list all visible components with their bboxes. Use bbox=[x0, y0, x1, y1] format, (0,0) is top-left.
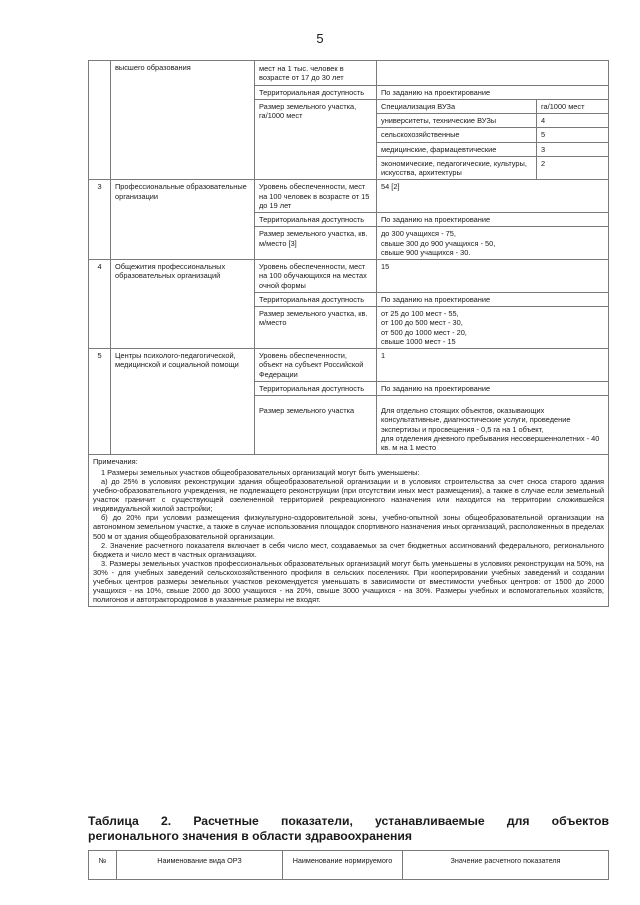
parameter-name: Территориальная доступность bbox=[255, 292, 377, 306]
title-word: для bbox=[506, 814, 530, 828]
object-name: Профессиональные образовательные организации bbox=[111, 180, 255, 260]
parameter-value: 54 [2] bbox=[377, 180, 609, 213]
page-number: 5 bbox=[316, 31, 324, 46]
specialization-label: медицинские, фармацевтические bbox=[377, 142, 537, 156]
notes-title: Примечания: bbox=[93, 457, 138, 467]
row-number: 4 bbox=[89, 260, 111, 349]
parameter-name: Уровень обеспеченности, мест на 100 человек в возрасте от 15 до 19 лет bbox=[255, 180, 377, 213]
column-header-type: Наименование вида ОРЗ bbox=[117, 851, 283, 880]
notes-row bbox=[89, 455, 609, 607]
parameter-name: Размер земельного участка, кв. м/место bbox=[255, 307, 377, 349]
standards-table bbox=[88, 60, 609, 607]
table-row bbox=[89, 349, 609, 382]
table-row bbox=[89, 61, 609, 86]
note-paragraph: б) до 20% при условии размещения физкультурно-оздоровительной зоны, учебно-опытной зоны общеобразовательной организации на автономном земельном участке, а также в случае использования площадок спортивного назначения иных организаций, расположенных в пределах 500 м от здания общеобразовательной организации. bbox=[93, 513, 604, 541]
specialization-value: 3 bbox=[537, 142, 609, 156]
parameter-value: до 300 учащихся - 75, свыше 300 до 900 учащихся - 50, свыше 900 учащихся - 30. bbox=[377, 227, 609, 260]
parameter-name: Уровень обеспеченности, объект на субъект Российской Федерации bbox=[255, 349, 377, 382]
notes-cell bbox=[89, 455, 609, 607]
note-paragraph: 2. Значение расчетного показателя включает в себя число мест, создаваемых за счет бюджетных ассигнований федерального, регионального бюджета и число мест в частных организациях. bbox=[93, 540, 604, 559]
parameter-value: По заданию на проектирование bbox=[377, 381, 609, 395]
parameter-name: Размер земельного участка bbox=[255, 396, 377, 455]
table2-title bbox=[88, 814, 609, 843]
title-word: показатели, bbox=[280, 814, 353, 828]
parameter-name: Размер земельного участка, га/1000 мест bbox=[255, 99, 377, 180]
table-row bbox=[89, 260, 609, 293]
parameter-name: Уровень обеспеченности, мест на 100 обучающихся на местах очной формы bbox=[255, 260, 377, 293]
parameter-name: Размер земельного участка, кв. м/место [3] bbox=[255, 227, 377, 260]
note-paragraph: 3. Размеры земельных участков профессиональных образовательных организаций могут быть уменьшены в условиях реконструкции на 50%, на 30% - для учебных заведений сельскохозяйственного профиля в сельских поселениях. При кооперировании учебных заведений и создании учебных центров размеры земельных участков рекомендуется уменьшать в зависимости от вместимости учебных центров: от 1500 до 2000 учащихся - на 10%, свыше 2000 до 3000 учащихся - на 20%, свыше 3000 учащихся - на 30%. Размеры учебных и вспомогательных хозяйств, полигонов и автотрактородромов в указанные размеры не входят. bbox=[93, 558, 604, 604]
row-number: 3 bbox=[89, 180, 111, 260]
title-word: Таблица bbox=[88, 814, 139, 828]
parameter-value: По заданию на проектирование bbox=[377, 292, 609, 306]
specialization-label: экономические, педагогические, культуры, искусства, архитектуры bbox=[377, 156, 537, 180]
specialization-value: 2 bbox=[537, 156, 609, 180]
title-word: устанавливаемые bbox=[375, 814, 485, 828]
specialization-value: 5 bbox=[537, 128, 609, 142]
parameter-value: 1 bbox=[377, 349, 609, 382]
parameter-value: Для отдельно стоящих объектов, оказывающих консультативные, диагностические услуги, проведение экспертизы и просвещения - 0,5 га на 1 объект, для отделения дневного пребывания несовершеннолетних - 40 кв. м на 1 место bbox=[377, 396, 609, 455]
object-name: Общежития профессиональных образовательных организаций bbox=[111, 260, 255, 349]
specialization-label: университеты, технические ВУЗы bbox=[377, 114, 537, 128]
specialization-value: 4 bbox=[537, 114, 609, 128]
parameter-value: По заданию на проектирование bbox=[377, 213, 609, 227]
column-header-number: № bbox=[89, 851, 117, 880]
title-word: объектов bbox=[551, 814, 609, 828]
note-paragraph: 1 Размеры земельных участков общеобразовательных организаций могут быть уменьшены: bbox=[101, 468, 420, 478]
object-name: высшего образования bbox=[111, 61, 255, 180]
row-number: 5 bbox=[89, 349, 111, 455]
specialization-label: сельскохозяйственные bbox=[377, 128, 537, 142]
parameter-value: от 25 до 100 мест - 55, от 100 до 500 мест - 30, от 500 до 1000 мест - 20, свыше 1000 мест - 15 bbox=[377, 307, 609, 349]
parameter-value: По заданию на проектирование bbox=[377, 85, 609, 99]
table-row bbox=[89, 180, 609, 213]
table2-header bbox=[88, 850, 609, 880]
title-line-2: регионального значения в области здравоохранения bbox=[88, 828, 412, 843]
row-number bbox=[89, 61, 111, 180]
parameter-name: мест на 1 тыс. человек в возрасте от 17 до 30 лет bbox=[255, 61, 377, 86]
title-word: Расчетные bbox=[193, 814, 259, 828]
object-name: Центры психолого-педагогической, медицинской и социальной помощи bbox=[111, 349, 255, 455]
column-header-parameter: Наименование нормируемого bbox=[283, 851, 403, 880]
table-row bbox=[89, 851, 609, 880]
title-word: 2. bbox=[160, 814, 172, 828]
parameter-value bbox=[377, 61, 609, 86]
parameter-value: 15 bbox=[377, 260, 609, 293]
parameter-name: Территориальная доступность bbox=[255, 213, 377, 227]
note-paragraph: а) до 25% в условиях реконструкции здания общеобразовательной организации и в условиях строительства за счет сноса старого здания учебно-образовательного учреждения, не подлежащего реконструкции (при отсутствии иных мест размещения), а также в случае если земельный участок граничит с существующей озелененной территорией рекреационного назначения или находится на территории сложившейся индивидуальной жилой застройки; bbox=[93, 477, 604, 514]
parameter-name: Территориальная доступность bbox=[255, 381, 377, 395]
unit-header: га/1000 мест bbox=[537, 99, 609, 113]
specialization-header: Специализация ВУЗа bbox=[377, 99, 537, 113]
column-header-value: Значение расчетного показателя bbox=[403, 851, 609, 880]
parameter-name: Территориальная доступность bbox=[255, 85, 377, 99]
